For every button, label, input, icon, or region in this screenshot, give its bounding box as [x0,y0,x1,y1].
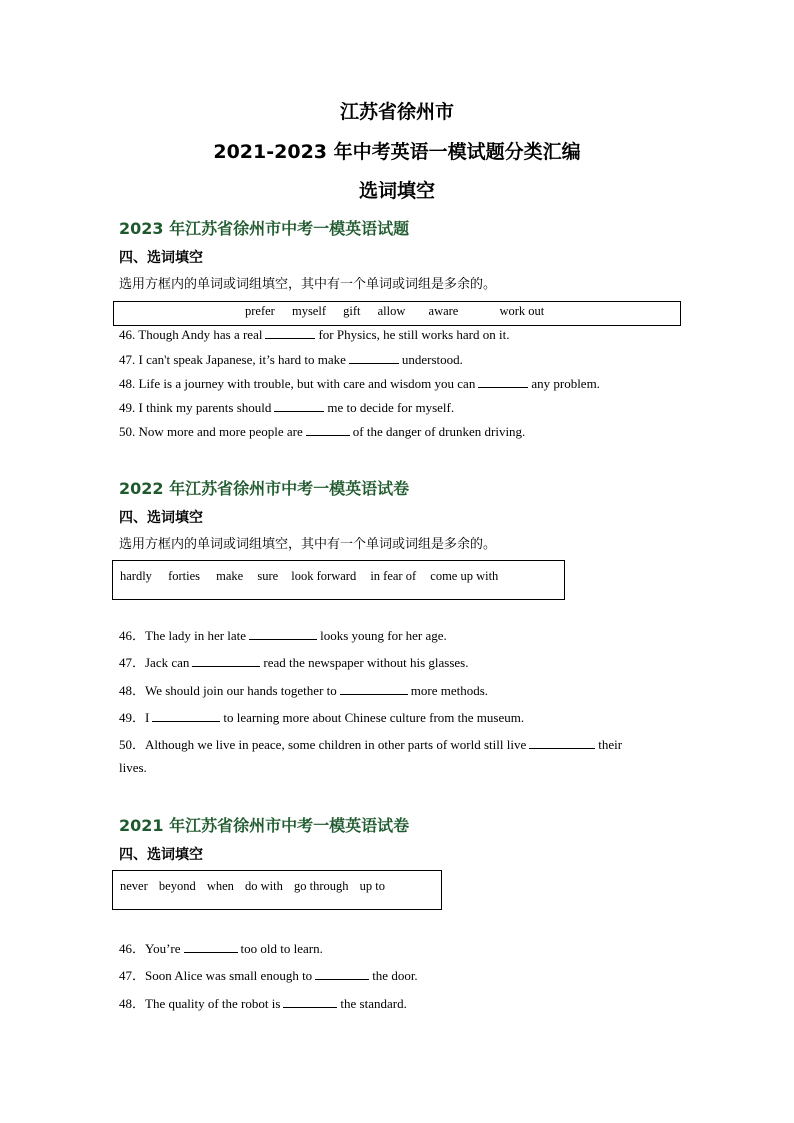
question-item: 46. Though Andy has a real for Physics, he still works hard on it. [119,327,510,342]
question-item: 47．Soon Alice was small enough to the door. [119,968,418,983]
word-box-item: look forward [291,569,357,583]
section-2023-label: 四、选词填空 [119,250,203,266]
section-2022-title: 2022 年江苏省徐州市中考一模英语试卷 [119,479,410,498]
answer-blank[interactable] [192,654,260,667]
word-box-item: allow [377,304,406,318]
section-2022-instruction: 选用方框内的单词或词组填空，其中有一个单词或词组是多余的。 [119,537,497,552]
question-item: 46．The lady in her late looks young for her age. [119,628,447,643]
section-2021-word-box [112,870,442,910]
word-box-item: hardly [120,569,152,583]
answer-blank[interactable] [184,940,238,953]
question-item: 47. I can't speak Japanese, it’s hard to make understood. [119,352,463,367]
question-item: 46．You’re too old to learn. [119,941,323,956]
answer-blank[interactable] [349,351,399,364]
section-2022-word-box [112,560,565,600]
question-item: 50. Now more and more people are of the danger of drunken driving. [119,424,526,439]
question-continuation: lives. [119,760,147,775]
word-box-item: gift [343,304,361,318]
word-box-item: aware [428,304,459,318]
doc-title-subject: 2021-2023 年中考英语一模试题分类汇编 [213,141,581,163]
section-2021-title: 2021 年江苏省徐州市中考一模英语试卷 [119,816,410,835]
word-box-item: prefer [245,304,275,318]
question-item: 49．I to learning more about Chinese culture from the museum. [119,710,525,725]
question-item: 47．Jack can read the newspaper without his glasses. [119,655,469,670]
doc-title-topic: 选词填空 [358,180,435,202]
word-box-item: up to [359,879,386,893]
word-box-item: never [120,879,148,893]
word-box-item: in fear of [370,569,417,583]
answer-blank[interactable] [306,423,350,436]
section-2023-title: 2023 年江苏省徐州市中考一模英语试题 [119,219,410,238]
word-box-item: do with [245,879,283,893]
doc-title-region: 江苏省徐州市 [339,101,454,123]
word-box-item: beyond [158,879,196,893]
answer-blank[interactable] [315,967,369,980]
question-item: 49. I think my parents should me to decide for myself. [119,400,455,415]
word-box-item: myself [291,304,326,318]
answer-blank[interactable] [152,709,220,722]
word-box-item: make [216,569,244,583]
word-box-item: forties [168,569,200,583]
answer-blank[interactable] [478,375,528,388]
word-box-item: when [206,879,234,893]
word-box-item: come up with [430,569,499,583]
answer-blank[interactable] [265,326,315,339]
answer-blank[interactable] [274,399,324,412]
answer-blank[interactable] [529,736,595,749]
section-2023-instruction: 选用方框内的单词或词组填空，其中有一个单词或词组是多余的。 [119,277,497,292]
word-box-item: work out [499,304,545,318]
question-item: 48．We should join our hands together to more methods. [119,683,489,698]
question-item: 50．Although we live in peace, some children in other parts of world still live their [119,737,623,752]
section-2021-label: 四、选词填空 [119,847,203,863]
word-box-item: sure [257,569,279,583]
word-box-item: go through [294,879,349,893]
answer-blank[interactable] [283,995,337,1008]
question-item: 48. Life is a journey with trouble, but with care and wisdom you can any problem. [119,376,600,391]
section-2023-word-box [113,301,681,326]
section-2022-label: 四、选词填空 [119,510,203,526]
answer-blank[interactable] [340,682,408,695]
answer-blank[interactable] [249,627,317,640]
question-item: 48．The quality of the robot is the standard. [119,996,407,1011]
